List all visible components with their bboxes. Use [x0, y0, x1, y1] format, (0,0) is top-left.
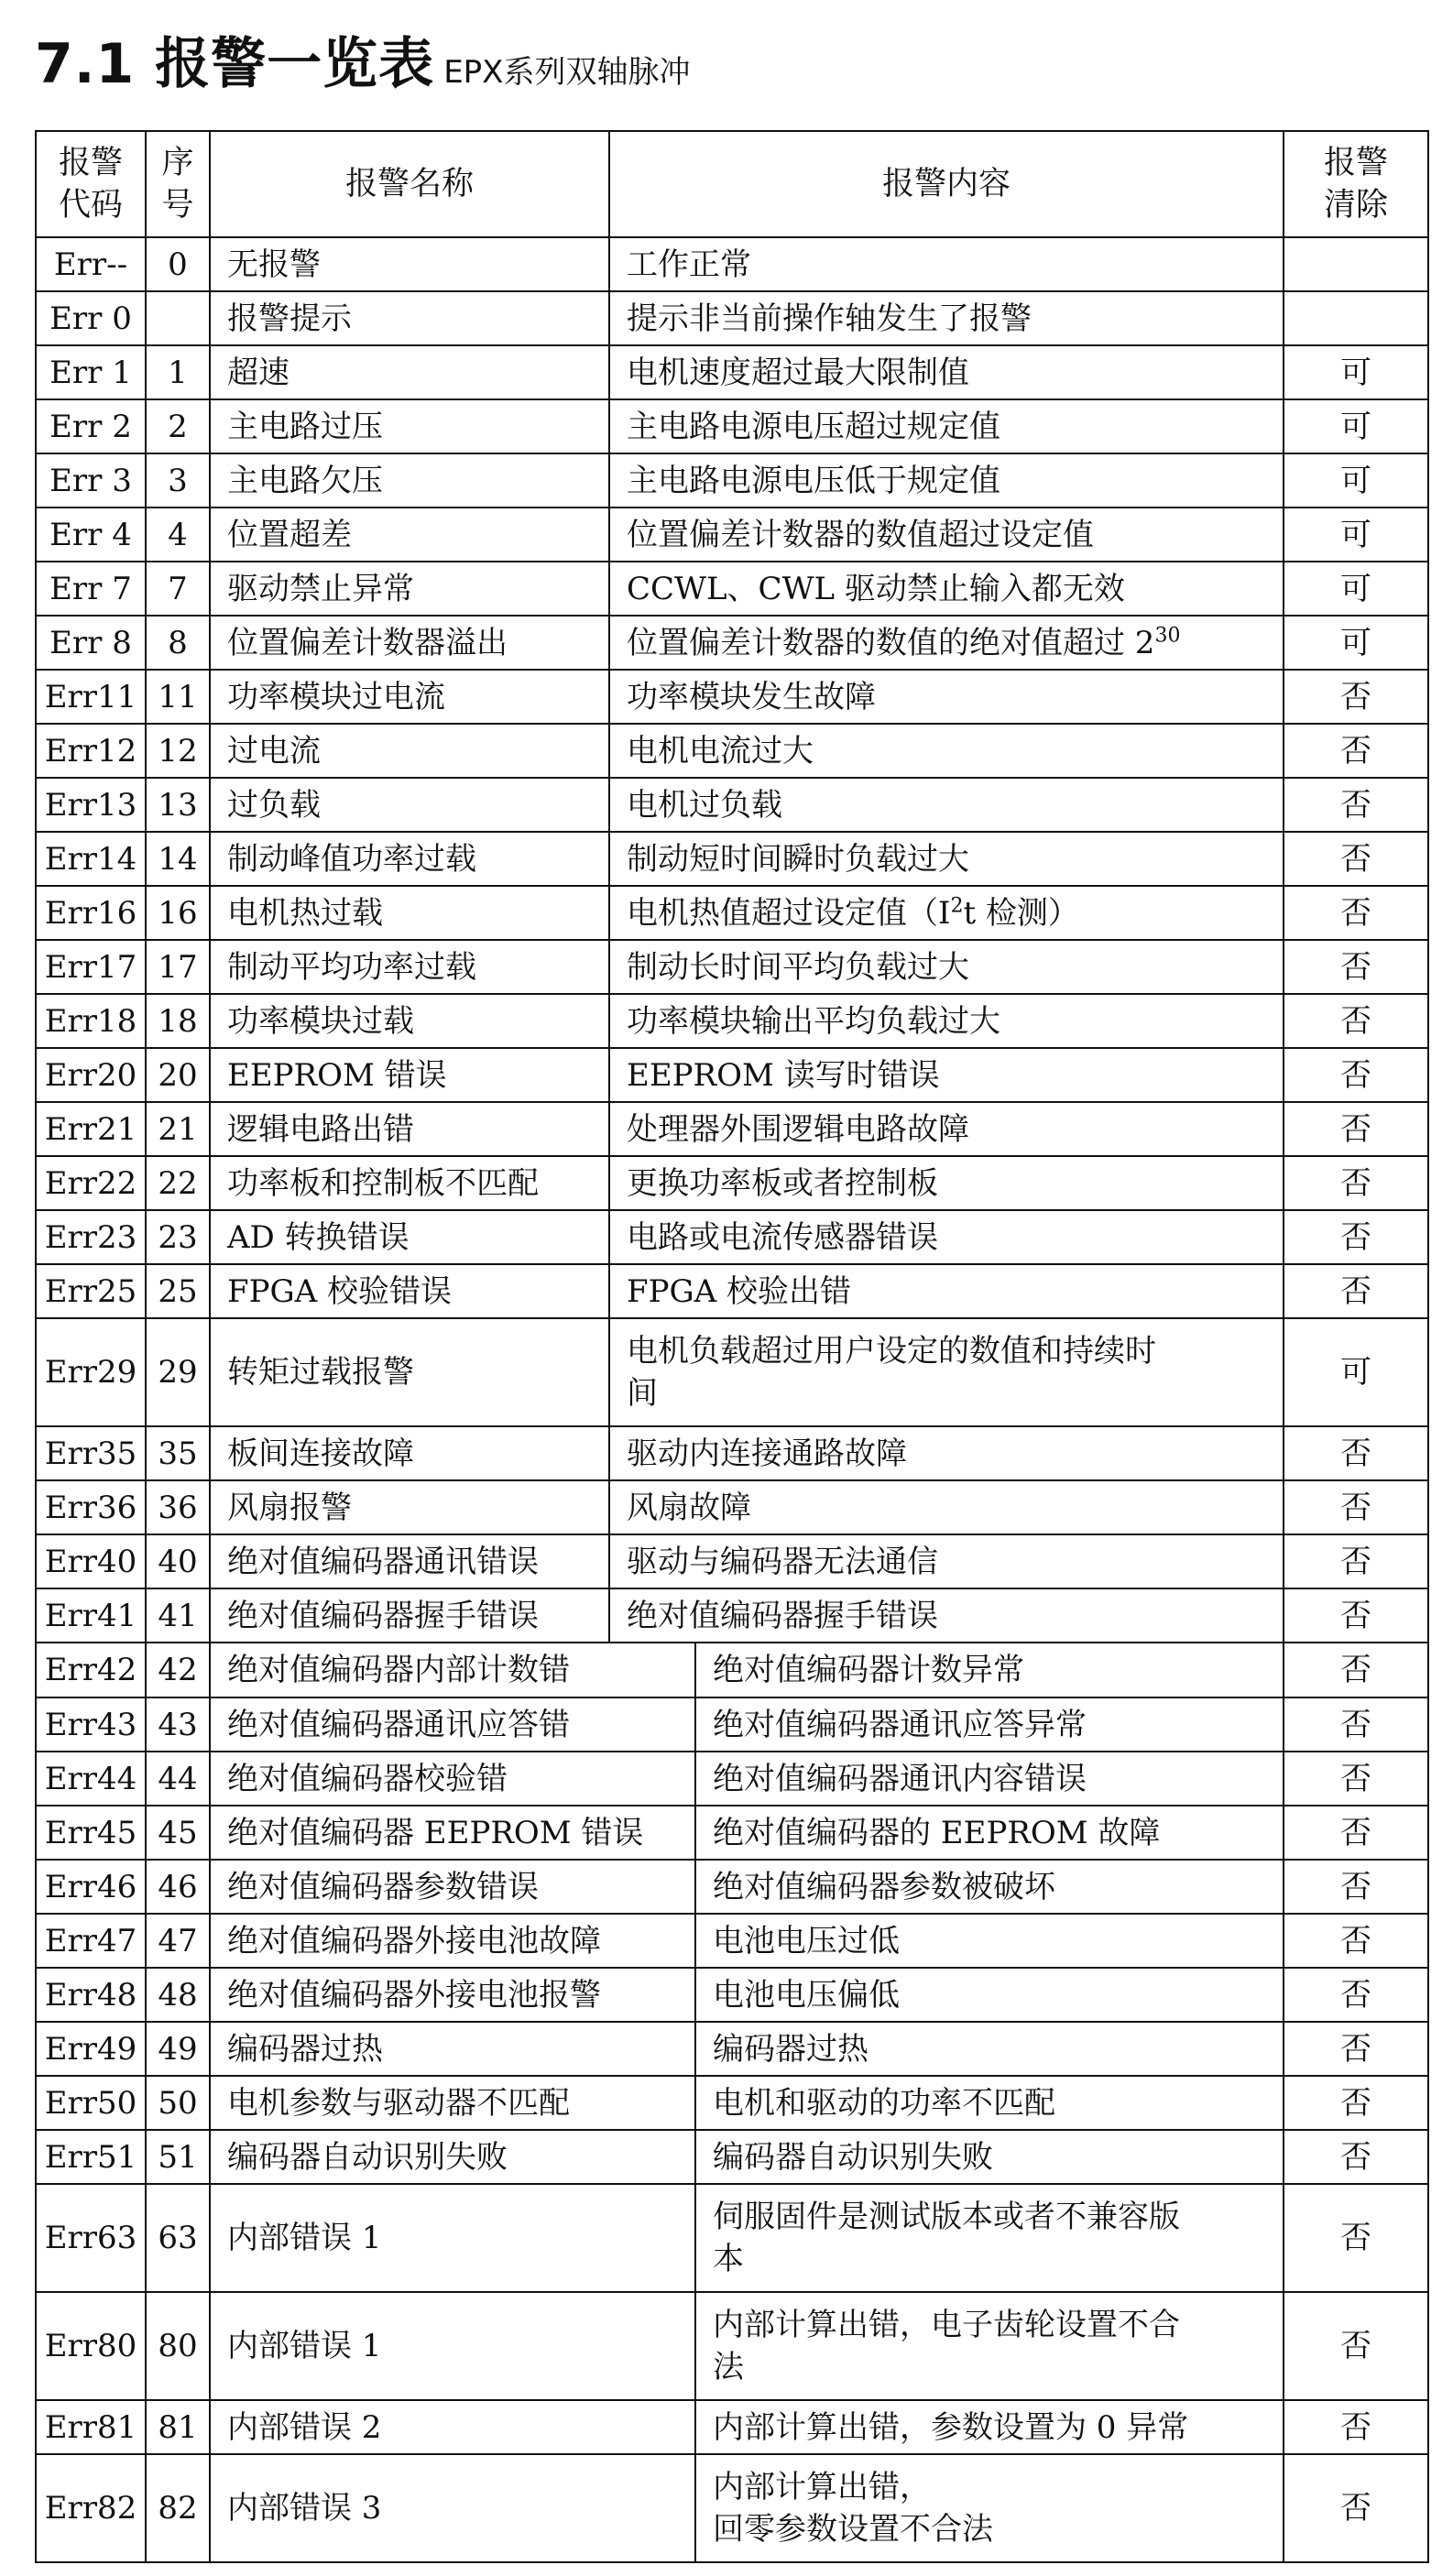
alarm-clear-cell: 否 [1284, 2022, 1428, 2076]
alarm-name-cell: FPGA 校验错误 [210, 1264, 609, 1318]
page-title [35, 20, 691, 96]
alarm-clear-cell: 否 [1284, 1048, 1428, 1102]
alarm-content-cell: 驱动与编码器无法通信 [609, 1534, 1284, 1588]
alarm-clear-cell: 否 [1284, 1426, 1428, 1480]
alarm-clear-cell: 否 [1284, 940, 1428, 994]
seq-no-cell: 14 [146, 832, 210, 886]
alarm-code-cell: Err21 [36, 1102, 146, 1156]
table-row [36, 670, 1428, 724]
table-row [36, 1643, 1428, 1697]
alarm-name-cell: 编码器自动识别失败 [210, 2130, 695, 2184]
table-row [36, 1102, 1428, 1156]
alarm-content-cell: 电机热值超过设定值（$I^2t$ 检测） [609, 886, 1284, 940]
alarm-code-cell: Err14 [36, 832, 146, 886]
alarm-content-cell: EEPROM 读写时错误 [609, 1048, 1284, 1102]
alarm-name-cell: 绝对值编码器通讯应答错 [210, 1697, 695, 1752]
seq-no-cell: 8 [146, 616, 210, 670]
alarm-name-cell: 内部错误 3 [210, 2454, 695, 2562]
alarm-content-cell: 绝对值编码器的 EEPROM 故障 [695, 1806, 1284, 1860]
seq-no-cell: 3 [146, 453, 210, 508]
alarm-clear-cell: 否 [1284, 724, 1428, 778]
seq-no-cell: 44 [146, 1752, 210, 1806]
table-row [36, 2022, 1428, 2076]
alarm-code-cell: Err44 [36, 1752, 146, 1806]
seq-no-cell: 82 [146, 2454, 210, 2562]
alarm-clear-cell: 可 [1284, 453, 1428, 508]
table-row [36, 1426, 1428, 1480]
alarm-clear-cell: 否 [1284, 1156, 1428, 1210]
alarm-code-cell: Err46 [36, 1860, 146, 1914]
alarm-content-cell: 主电路电源电压低于规定值 [609, 453, 1284, 508]
alarm-code-cell: Err16 [36, 886, 146, 940]
alarm-name-cell: EEPROM 错误 [210, 1048, 609, 1102]
alarm-name-cell: 功率板和控制板不匹配 [210, 1156, 609, 1210]
table-row [36, 345, 1428, 399]
alarm-content-cell: 电机和驱动的功率不匹配 [695, 2076, 1284, 2130]
alarm-name-cell: 电机热过载 [210, 886, 609, 940]
table-row [36, 2292, 1428, 2400]
table-row [36, 832, 1428, 886]
seq-no-cell: 42 [146, 1643, 210, 1697]
table-row [36, 1697, 1428, 1752]
alarm-content-cell: 电池电压偏低 [695, 1968, 1284, 2022]
alarm-content-cell: 电路或电流传感器错误 [609, 1210, 1284, 1264]
alarm-name-cell: 主电路欠压 [210, 453, 609, 508]
table-row [36, 1264, 1428, 1318]
alarm-name-cell: 绝对值编码器握手错误 [210, 1588, 609, 1643]
alarm-code-cell: Err 8 [36, 616, 146, 670]
seq-no-cell: 12 [146, 724, 210, 778]
alarm-content-cell: 电机负载超过用户设定的数值和持续时 间 [609, 1318, 1284, 1426]
alarm-name-cell: 绝对值编码器参数错误 [210, 1860, 695, 1914]
alarm-content-cell: CCWL、CWL 驱动禁止输入都无效 [609, 562, 1284, 616]
alarm-name-cell: 主电路过压 [210, 399, 609, 453]
alarm-content-cell: 电机过负载 [609, 778, 1284, 832]
alarm-code-cell: Err17 [36, 940, 146, 994]
alarm-clear-cell: 否 [1284, 1102, 1428, 1156]
alarm-code-cell: Err 4 [36, 508, 146, 562]
alarm-clear-cell: 否 [1284, 1643, 1428, 1697]
seq-no-cell: 17 [146, 940, 210, 994]
alarm-content-cell: 编码器自动识别失败 [695, 2130, 1284, 2184]
table-row [36, 1968, 1428, 2022]
alarm-name-cell: 绝对值编码器外接电池故障 [210, 1914, 695, 1968]
alarm-clear-cell: 否 [1284, 1968, 1428, 2022]
alarm-content-cell: 绝对值编码器通讯应答异常 [695, 1697, 1284, 1752]
alarm-code-cell: Err80 [36, 2292, 146, 2400]
table-row [36, 1480, 1428, 1534]
table-row [36, 508, 1428, 562]
seq-no-cell: 81 [146, 2400, 210, 2454]
alarm-code-cell: Err81 [36, 2400, 146, 2454]
alarm-code-cell: Err 2 [36, 399, 146, 453]
header-alarm-clear: 报警 清除 [1284, 131, 1428, 237]
alarm-content-cell: 内部计算出错，参数设置为 0 异常 [695, 2400, 1284, 2454]
table-header-row [36, 131, 1428, 237]
table-row [36, 724, 1428, 778]
table-row [36, 1156, 1428, 1210]
alarm-clear-cell: 否 [1284, 832, 1428, 886]
alarm-code-cell: Err22 [36, 1156, 146, 1210]
seq-no-cell: 29 [146, 1318, 210, 1426]
table-row [36, 778, 1428, 832]
seq-no-cell: 16 [146, 886, 210, 940]
alarm-content-cell: 电池电压过低 [695, 1914, 1284, 1968]
alarm-clear-cell: 否 [1284, 2400, 1428, 2454]
table-row [36, 616, 1428, 670]
alarm-content-cell: 功率模块输出平均负载过大 [609, 994, 1284, 1048]
alarm-clear-cell: 否 [1284, 886, 1428, 940]
alarm-code-cell: Err18 [36, 994, 146, 1048]
alarm-clear-cell: 否 [1284, 778, 1428, 832]
alarm-content-cell: 工作正常 [609, 237, 1284, 291]
alarm-code-cell: Err42 [36, 1643, 146, 1697]
alarm-content-cell: 驱动内连接通路故障 [609, 1426, 1284, 1480]
alarm-clear-cell: 可 [1284, 562, 1428, 616]
alarm-name-cell: 制动峰值功率过载 [210, 832, 609, 886]
alarm-code-cell: Err35 [36, 1426, 146, 1480]
alarm-table-part-1 [35, 130, 1429, 1643]
header-seq-no: 序 号 [146, 131, 210, 237]
alarm-content-cell: 处理器外围逻辑电路故障 [609, 1102, 1284, 1156]
alarm-code-cell: Err41 [36, 1588, 146, 1643]
alarm-content-cell: 伺服固件是测试版本或者不兼容版 本 [695, 2184, 1284, 2292]
seq-no-cell: 63 [146, 2184, 210, 2292]
alarm-content-cell: 绝对值编码器握手错误 [609, 1588, 1284, 1643]
header-alarm-content: 报警内容 [609, 131, 1284, 237]
alarm-name-cell: 过电流 [210, 724, 609, 778]
seq-no-cell: 20 [146, 1048, 210, 1102]
seq-no-cell: 49 [146, 2022, 210, 2076]
alarm-name-cell: 位置超差 [210, 508, 609, 562]
alarm-clear-cell: 否 [1284, 1752, 1428, 1806]
seq-no-cell: 51 [146, 2130, 210, 2184]
alarm-content-cell: 绝对值编码器计数异常 [695, 1643, 1284, 1697]
alarm-code-cell: Err48 [36, 1968, 146, 2022]
alarm-name-cell: 板间连接故障 [210, 1426, 609, 1480]
alarm-clear-cell: 否 [1284, 1480, 1428, 1534]
alarm-name-cell: 超速 [210, 345, 609, 399]
seq-no-cell: 21 [146, 1102, 210, 1156]
alarm-content-cell: 绝对值编码器参数被破坏 [695, 1860, 1284, 1914]
table-row [36, 1588, 1428, 1643]
alarm-code-cell: Err82 [36, 2454, 146, 2562]
header-alarm-name: 报警名称 [210, 131, 609, 237]
seq-no-cell: 40 [146, 1534, 210, 1588]
alarm-name-cell: 位置偏差计数器溢出 [210, 616, 609, 670]
alarm-name-cell: 绝对值编码器内部计数错 [210, 1643, 695, 1697]
table-row [36, 1210, 1428, 1264]
table-row [36, 1752, 1428, 1806]
alarm-code-cell: Err 0 [36, 291, 146, 345]
table-row [36, 1534, 1428, 1588]
alarm-clear-cell: 否 [1284, 1914, 1428, 1968]
seq-no-cell: 1 [146, 345, 210, 399]
alarm-content-cell: 主电路电源电压超过规定值 [609, 399, 1284, 453]
alarm-clear-cell: 可 [1284, 1318, 1428, 1426]
alarm-code-cell: Err20 [36, 1048, 146, 1102]
seq-no-cell: 45 [146, 1806, 210, 1860]
table-row [36, 1048, 1428, 1102]
alarm-name-cell: 编码器过热 [210, 2022, 695, 2076]
seq-no-cell: 43 [146, 1697, 210, 1752]
alarm-name-cell: 内部错误 1 [210, 2292, 695, 2400]
alarm-content-cell: 制动长时间平均负载过大 [609, 940, 1284, 994]
alarm-content-cell: 绝对值编码器通讯内容错误 [695, 1752, 1284, 1806]
alarm-code-cell: Err12 [36, 724, 146, 778]
alarm-clear-cell: 否 [1284, 2076, 1428, 2130]
seq-no-cell [146, 291, 210, 345]
table-row [36, 994, 1428, 1048]
alarm-code-cell: Err 3 [36, 453, 146, 508]
alarm-content-cell: 更换功率板或者控制板 [609, 1156, 1284, 1210]
table-row [36, 1806, 1428, 1860]
table-row [36, 562, 1428, 616]
alarm-clear-cell: 可 [1284, 508, 1428, 562]
alarm-name-cell: 绝对值编码器通讯错误 [210, 1534, 609, 1588]
seq-no-cell: 23 [146, 1210, 210, 1264]
alarm-code-cell: Err49 [36, 2022, 146, 2076]
table-row [36, 2076, 1428, 2130]
table-row [36, 1318, 1428, 1426]
seq-no-cell: 18 [146, 994, 210, 1048]
alarm-code-cell: Err43 [36, 1697, 146, 1752]
alarm-name-cell: 驱动禁止异常 [210, 562, 609, 616]
alarm-content-cell: 提示非当前操作轴发生了报警 [609, 291, 1284, 345]
table-row [36, 399, 1428, 453]
alarm-clear-cell: 否 [1284, 2184, 1428, 2292]
alarm-code-cell: Err51 [36, 2130, 146, 2184]
alarm-code-cell: Err-- [36, 237, 146, 291]
alarm-clear-cell [1284, 291, 1428, 345]
alarm-clear-cell: 否 [1284, 2454, 1428, 2562]
alarm-code-cell: Err29 [36, 1318, 146, 1426]
seq-no-cell: 2 [146, 399, 210, 453]
alarm-content-cell: FPGA 校验出错 [609, 1264, 1284, 1318]
alarm-content-cell: 内部计算出错， 回零参数设置不合法 [695, 2454, 1284, 2562]
alarm-content-cell: 编码器过热 [695, 2022, 1284, 2076]
table-row [36, 237, 1428, 291]
alarm-content-cell: 制动短时间瞬时负载过大 [609, 832, 1284, 886]
alarm-name-cell: 绝对值编码器外接电池报警 [210, 1968, 695, 2022]
alarm-content-cell: 电机电流过大 [609, 724, 1284, 778]
table-row [36, 1860, 1428, 1914]
alarm-clear-cell: 否 [1284, 1210, 1428, 1264]
seq-no-cell: 35 [146, 1426, 210, 1480]
alarm-name-cell: 风扇报警 [210, 1480, 609, 1534]
alarm-name-cell: 功率模块过载 [210, 994, 609, 1048]
alarm-clear-cell: 否 [1284, 1806, 1428, 1860]
alarm-name-cell: 转矩过载报警 [210, 1318, 609, 1426]
alarm-name-cell: 功率模块过电流 [210, 670, 609, 724]
alarm-clear-cell: 可 [1284, 345, 1428, 399]
alarm-name-cell: 报警提示 [210, 291, 609, 345]
seq-no-cell: 7 [146, 562, 210, 616]
alarm-code-cell: Err40 [36, 1534, 146, 1588]
alarm-content-cell: 位置偏差计数器的数值超过设定值 [609, 508, 1284, 562]
header-alarm-code: 报警 代码 [36, 131, 146, 237]
alarm-clear-cell: 可 [1284, 399, 1428, 453]
section-subheading: EPX系列双轴脉冲 [443, 54, 691, 91]
table-row [36, 2400, 1428, 2454]
alarm-clear-cell: 否 [1284, 1264, 1428, 1318]
seq-no-cell: 0 [146, 237, 210, 291]
alarm-name-cell: 绝对值编码器校验错 [210, 1752, 695, 1806]
alarm-code-cell: Err45 [36, 1806, 146, 1860]
table-row [36, 940, 1428, 994]
table-row [36, 2130, 1428, 2184]
alarm-clear-cell: 否 [1284, 1697, 1428, 1752]
alarm-name-cell: 内部错误 1 [210, 2184, 695, 2292]
alarm-content-cell: 内部计算出错，电子齿轮设置不合 法 [695, 2292, 1284, 2400]
table-row [36, 2454, 1428, 2562]
alarm-code-cell: Err23 [36, 1210, 146, 1264]
alarm-code-cell: Err47 [36, 1914, 146, 1968]
seq-no-cell: 4 [146, 508, 210, 562]
alarm-name-cell: 制动平均功率过载 [210, 940, 609, 994]
alarm-clear-cell: 否 [1284, 994, 1428, 1048]
alarm-name-cell: 电机参数与驱动器不匹配 [210, 2076, 695, 2130]
seq-no-cell: 47 [146, 1914, 210, 1968]
seq-no-cell: 46 [146, 1860, 210, 1914]
alarm-clear-cell [1284, 237, 1428, 291]
alarm-clear-cell: 否 [1284, 1860, 1428, 1914]
alarm-code-cell: Err11 [36, 670, 146, 724]
seq-no-cell: 13 [146, 778, 210, 832]
alarm-content-cell: 电机速度超过最大限制值 [609, 345, 1284, 399]
table-row [36, 2184, 1428, 2292]
seq-no-cell: 80 [146, 2292, 210, 2400]
seq-no-cell: 41 [146, 1588, 210, 1643]
alarm-content-cell: 位置偏差计数器的数值的绝对值超过 $2^{30}$ [609, 616, 1284, 670]
alarm-clear-cell: 可 [1284, 616, 1428, 670]
alarm-code-cell: Err13 [36, 778, 146, 832]
alarm-clear-cell: 否 [1284, 2130, 1428, 2184]
alarm-name-cell: AD 转换错误 [210, 1210, 609, 1264]
seq-no-cell: 50 [146, 2076, 210, 2130]
alarm-content-cell: 功率模块发生故障 [609, 670, 1284, 724]
seq-no-cell: 25 [146, 1264, 210, 1318]
alarm-name-cell: 过负载 [210, 778, 609, 832]
seq-no-cell: 11 [146, 670, 210, 724]
table-row [36, 886, 1428, 940]
alarm-name-cell: 绝对值编码器 EEPROM 错误 [210, 1806, 695, 1860]
table-row [36, 453, 1428, 508]
table-row [36, 291, 1428, 345]
seq-no-cell: 36 [146, 1480, 210, 1534]
alarm-clear-cell: 否 [1284, 1534, 1428, 1588]
alarm-table-part-2 [35, 1643, 1429, 2563]
alarm-name-cell: 逻辑电路出错 [210, 1102, 609, 1156]
section-heading: 7.1 报警一览表 [35, 32, 435, 96]
alarm-clear-cell: 否 [1284, 670, 1428, 724]
alarm-content-cell: 风扇故障 [609, 1480, 1284, 1534]
table-row [36, 1914, 1428, 1968]
alarm-name-cell: 无报警 [210, 237, 609, 291]
alarm-code-cell: Err 1 [36, 345, 146, 399]
alarm-code-cell: Err 7 [36, 562, 146, 616]
alarm-code-cell: Err25 [36, 1264, 146, 1318]
seq-no-cell: 22 [146, 1156, 210, 1210]
seq-no-cell: 48 [146, 1968, 210, 2022]
alarm-clear-cell: 否 [1284, 1588, 1428, 1643]
alarm-clear-cell: 否 [1284, 2292, 1428, 2400]
alarm-code-cell: Err36 [36, 1480, 146, 1534]
alarm-code-cell: Err63 [36, 2184, 146, 2292]
alarm-code-cell: Err50 [36, 2076, 146, 2130]
alarm-name-cell: 内部错误 2 [210, 2400, 695, 2454]
